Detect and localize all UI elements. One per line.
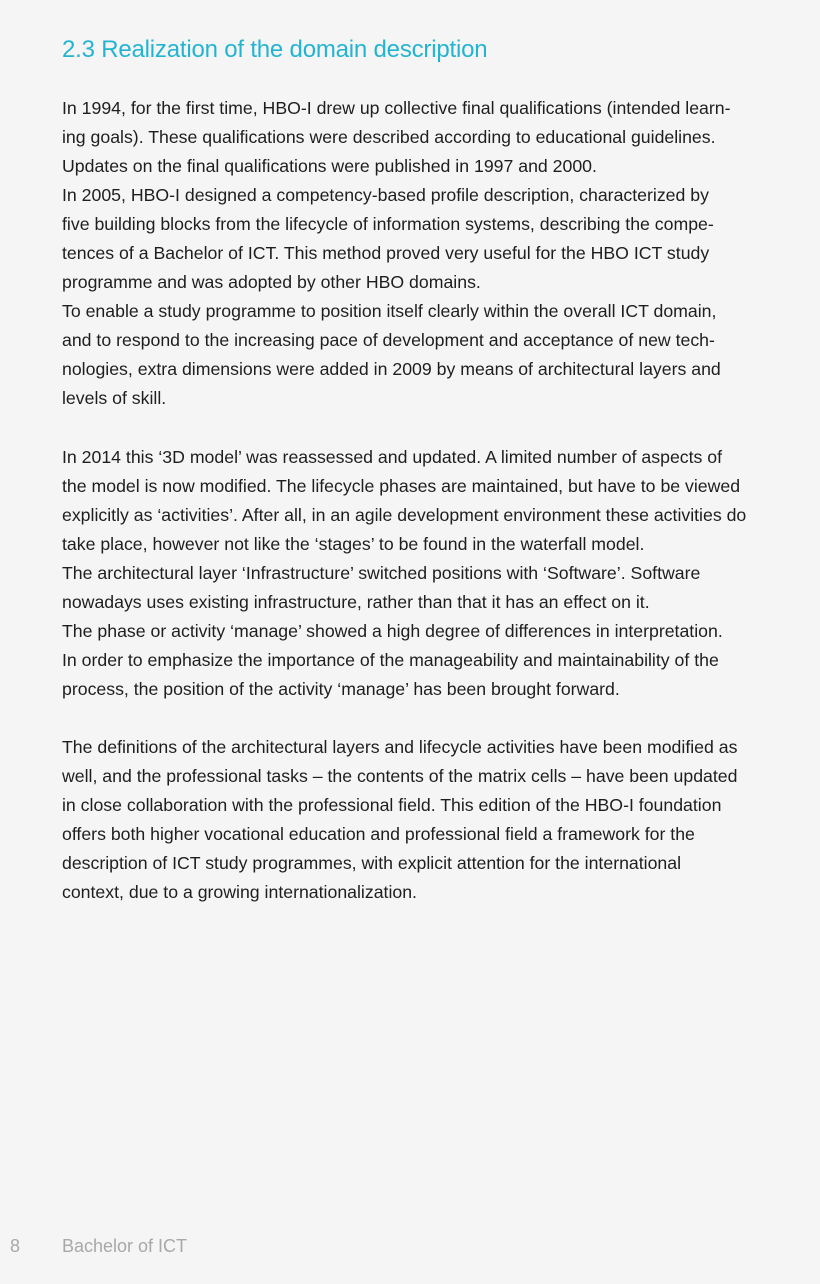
text-line: In order to emphasize the importance of the manageability and maintainability of the [62,649,719,670]
text-line: ing goals). These qualifications were described according to educational guidelines. [62,127,716,148]
text-line: tences of a Bachelor of ICT. This method proved very useful for the HBO ICT study [62,243,710,264]
text-line: The architectural layer ‘Infrastructure’ switched positions with ‘Software’. Software [62,562,701,583]
text-line: and to respond to the increasing pace of development and acceptance of new tech- [62,330,715,351]
section-heading: 2.3 Realization of the domain description [62,36,488,63]
text-line: nowadays uses existing infrastructure, rather than that it has an effect on it. [62,591,650,612]
text-line: well, and the professional tasks – the contents of the matrix cells – have been updated [62,766,738,787]
paragraph-spacer [62,704,820,733]
text-line: To enable a study programme to position itself clearly within the overall ICT domain, [62,301,717,322]
text-line: explicitly as ‘activities’. After all, in an agile development environment these activities do [62,504,747,525]
text-line: nologies, extra dimensions were added in 2009 by means of architectural layers and [62,359,721,380]
text-line: process, the position of the activity ‘manage’ has been brought forward. [62,678,620,699]
text-line: take place, however not like the ‘stages’ to be found in the waterfall model. [62,533,645,554]
page-number: 8 [10,1236,21,1256]
text-line: description of ICT study programmes, with explicit attention for the international [62,853,682,874]
text-line: programme and was adopted by other HBO domains. [62,272,481,293]
text-line: context, due to a growing internationalization. [62,882,417,903]
text-line: levels of skill. [62,388,167,409]
text-line: five building blocks from the lifecycle of information systems, describing the compe- [62,214,714,235]
body-text [62,94,820,907]
paragraph-spacer [62,414,820,443]
text-line: in close collaboration with the professional field. This edition of the HBO-I foundation [62,795,722,816]
paragraph [62,443,820,704]
paragraph [62,94,820,414]
running-footer-title: Bachelor of ICT [62,1236,188,1256]
text-line: In 2005, HBO-I designed a competency-based profile description, characterized by [62,185,709,206]
text-line: offers both higher vocational education and professional field a framework for the [62,824,695,845]
text-line: Updates on the final qualifications were published in 1997 and 2000. [62,156,597,177]
text-line: the model is now modified. The lifecycle phases are maintained, but have to be viewed [62,475,741,496]
text-line: The definitions of the architectural layers and lifecycle activities have been modified as [62,737,738,758]
paragraph [62,733,820,907]
text-line: In 1994, for the first time, HBO-I drew up collective final qualifications (intended learn- [62,98,731,118]
text-line: The phase or activity ‘manage’ showed a high degree of differences in interpretation. [62,620,723,641]
text-line: In 2014 this ‘3D model’ was reassessed and updated. A limited number of aspects of [62,446,723,467]
